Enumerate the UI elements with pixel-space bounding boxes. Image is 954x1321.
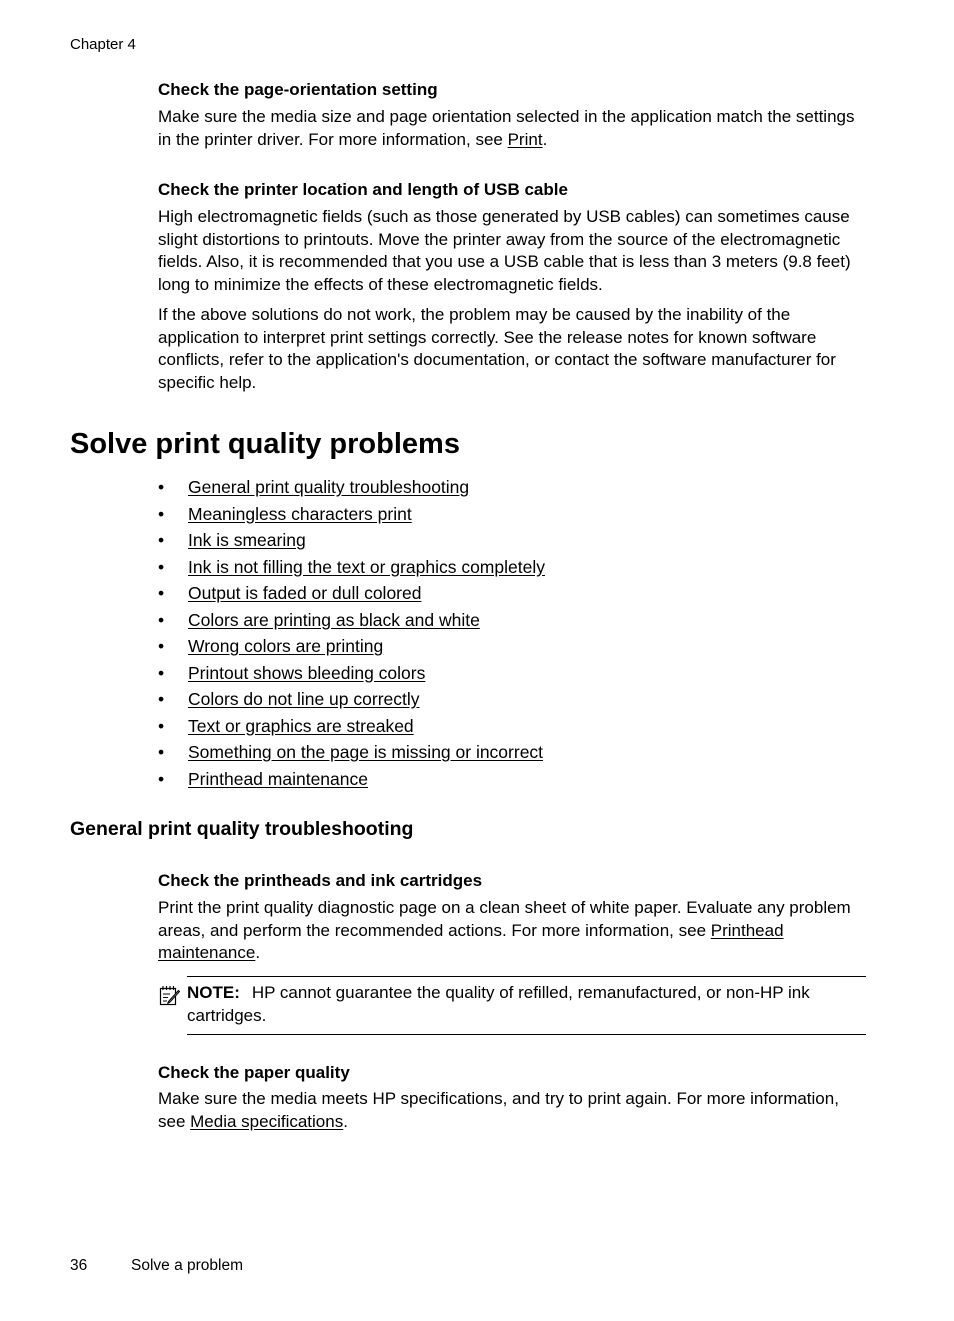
paper-heading: Check the paper quality [158,1063,350,1082]
bullet: • [158,662,165,683]
toc-link-meaningless-characters[interactable]: Meaningless characters print [188,503,412,524]
toc-link-bleeding-colors[interactable]: Printout shows bleeding colors [188,662,426,683]
toc-item [158,475,545,502]
page-number: 36 [70,1257,88,1274]
note-pad-icon [158,984,180,1006]
note-box [158,976,866,1034]
paper-text-end: . [343,1111,348,1131]
bullet: • [158,503,165,524]
bullet: • [158,715,165,736]
page-title: Solve print quality problems [70,428,460,460]
paper-paragraph [158,1088,858,1133]
note-text [187,981,866,1027]
media-specifications-link[interactable]: Media specifications [190,1111,344,1131]
bullet: • [158,609,165,630]
solutions-paragraph: If the above solutions do not work, the problem may be caused by the inability of the application to interpret print settings correctly. See the release notes for known software conflicts, refer to the application's documentation, or contact the software manufacturer for specific help. [158,305,836,392]
toc-link-streaked[interactable]: Text or graphics are streaked [188,715,414,736]
toc-link-black-and-white[interactable]: Colors are printing as black and white [188,609,480,630]
bullet: • [158,689,165,709]
paper-text: Make sure the media meets HP specifications, and try to print again. For more information, see [158,1089,839,1131]
printheads-paragraph [158,897,858,965]
toc-item [158,608,545,635]
bullet: • [158,556,165,577]
chapter-label: Chapter 4 [70,36,136,53]
bullet: • [158,477,165,497]
orientation-text: Make sure the media size and page orientation selected in the application match the settings in the printer driver. For more information, see [158,107,855,149]
toc-link-colors-line-up[interactable]: Colors do not line up correctly [188,689,420,709]
toc-link-output-faded[interactable]: Output is faded or dull colored [188,583,422,603]
toc-item [158,661,545,688]
toc-item [158,555,545,582]
note-label: NOTE: [187,983,240,1002]
toc-link-general-troubleshooting[interactable]: General print quality troubleshooting [188,477,470,497]
bullet: • [158,768,165,789]
footer-section-title: Solve a problem [131,1257,244,1274]
orientation-text-end: . [542,129,548,149]
toc-list [158,475,545,793]
bullet: • [158,583,165,603]
usb-heading: Check the printer location and length of USB cable [158,180,568,199]
toc-link-wrong-colors[interactable]: Wrong colors are printing [188,636,384,656]
usb-paragraph: High electromagnetic fields (such as those generated by USB cables) can sometimes cause slight distortions to printouts. Move the printer away from the source of the electromagnetic fields. Also, it is recommended that you use a USB cable that is less than 3 meters (9.8 feet) long to minimize the effects of these electromagnetic fields. [158,207,851,294]
general-heading: General print quality troubleshooting [70,818,414,840]
toc-item [158,687,545,714]
print-link[interactable]: Print [507,129,543,149]
note-top-rule [187,976,866,977]
toc-item [158,502,545,529]
toc-link-printhead-maintenance[interactable]: Printhead maintenance [188,768,368,789]
toc-link-ink-not-filling[interactable]: Ink is not filling the text or graphics completely [188,556,545,577]
toc-item [158,740,545,767]
bullet: • [158,530,165,550]
bullet: • [158,636,165,656]
orientation-paragraph [158,106,858,151]
note-body: HP cannot guarantee the quality of refilled, remanufactured, or non-HP ink cartridges. [187,983,810,1025]
printhead-maintenance-link[interactable]: Printhead maintenance [158,920,784,962]
printheads-text: Print the print quality diagnostic page on a clean sheet of white paper. Evaluate any problem areas, and perform the recommended actions. For more information, see [158,898,851,940]
toc-item [158,714,545,741]
toc-link-ink-smearing[interactable]: Ink is smearing [188,530,306,550]
note-bottom-rule [187,1034,866,1035]
toc-item [158,634,545,661]
printheads-heading: Check the printheads and ink cartridges [158,871,483,890]
bullet: • [158,742,165,762]
toc-link-missing-incorrect[interactable]: Something on the page is missing or incorrect [188,742,544,762]
toc-item [158,581,545,608]
printheads-text-end: . [255,943,261,962]
toc-item [158,528,545,555]
toc-item [158,767,545,794]
orientation-heading: Check the page-orientation setting [158,80,438,99]
